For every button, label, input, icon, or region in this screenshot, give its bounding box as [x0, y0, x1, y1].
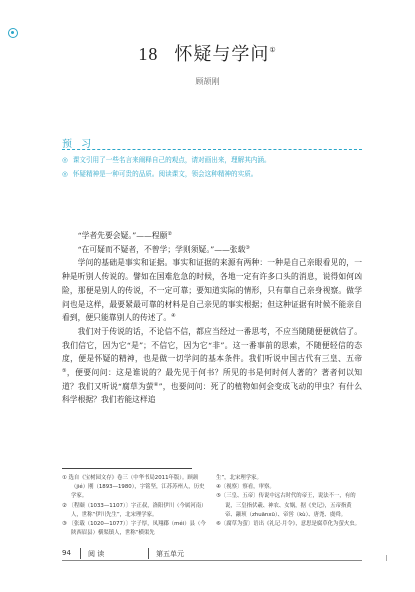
footer-divider [62, 560, 362, 561]
preview-divider [62, 149, 362, 150]
footnote: ② 〔程颐（1033—1107）〕字正叔，洛阳伊川（今属河南）人，世称“伊川先生”，北宋理学家。 [62, 502, 207, 518]
unit-label: 第五单元 [156, 550, 184, 558]
bullet-icon: ◎ [62, 156, 68, 164]
footnote: 生”，北宋理学家。 [216, 475, 262, 481]
footnote: ③ 〔张载（1020—1077）〕字子厚，凤翔郿（méi）县（今陕西眉县）横渠镇人，世称“横渠先 [62, 521, 206, 537]
paragraph-1: 学问的基础是事实和证据。事实和证据的来源有两种：一种是自己亲眼看见的，一种是听别人传说的。譬如在国难危急的时候，各地一定有许多口头的消息，说得如何凶险，那便是别人的传说，不一定可靠；要知道实际的情形，只有靠自己亲身视察。做学问也是这样，最要紧最可靠的材料是自己亲见的事实根据；但这种证据有时候不能亲自看到，便只能靠别人的传述了。④ [62, 258, 362, 323]
footnote-divider [62, 468, 192, 469]
footnote: ⑥〔腐草为萤〕语出《礼记·月令》，意思是腐草化为萤火虫。 [216, 521, 361, 528]
preview-item: ◎ 课文引用了一些名言来阐释自己的观点，请对画出来，理解其内涵。 [62, 156, 271, 164]
footer-separator [148, 548, 149, 559]
section-label: 阅 读 [88, 550, 105, 558]
epigraph-1: “学者先要会疑。”——程颐② [77, 231, 172, 240]
preview-item: ◎ 怀疑精神是一种可贵的品质。阅读课文，领会这种精神的实质。 [62, 170, 258, 178]
preview-heading: 预 习 [62, 139, 95, 150]
footnote: ① 选自《宝树园文存》卷三（中华书局2011年版）。顾颉（jié）刚（1893—1980），字铭坚，江苏苏州人，历史学家。 [62, 475, 205, 500]
bullet-icon: ◎ [62, 170, 68, 178]
title-footnote-ref: ① [269, 46, 277, 54]
paragraph-2: 我们对于传说的话，不论信不信，都应当经过一番思考，不应当随随便便就信了。我们信它，因为它“是”；不信它，因为它“非”。这一番事前的思索，不随便轻信的态度，便是怀疑的精神，也是做一切学问的基本条件。我们听说中国古代有三皇、五帝⑤，便要问问：这是谁说的？最先见于何书？所见的书是何时何人著的？著者何以知道？我们又听说“腐草为萤⑥”，也要问问：死了的植物如何会变成飞动的甲虫？有什么科学根据？我们若能这样追 [62, 326, 363, 405]
footnote: ⑤〔三皇、五帝〕传说中远古时代的帝王，说法不一，有的说，三皇指伏羲、神农、女娲，据《史记》，五帝指黄帝、颛顼（zhuānxū）、帝喾（kù）、唐尧、虞舜。 [216, 493, 356, 518]
footnote: ④〔视察〕察看，审察。 [216, 484, 275, 491]
lesson-icon [8, 28, 18, 38]
chapter-title: 怀疑与学问 [174, 44, 270, 65]
chapter-number: 18 [138, 44, 159, 64]
epigraph-2: “在可疑而不疑者，不曾学；学则须疑。”——张载③ [77, 244, 250, 254]
footer-separator [80, 548, 81, 559]
footnotes-right [216, 474, 362, 529]
chapter-heading [0, 40, 415, 66]
article-body [62, 229, 362, 407]
crop-mark [386, 555, 393, 561]
footnotes-left [62, 474, 208, 538]
author: 顾颉刚 [195, 77, 220, 86]
page-number: 94 [62, 549, 71, 557]
